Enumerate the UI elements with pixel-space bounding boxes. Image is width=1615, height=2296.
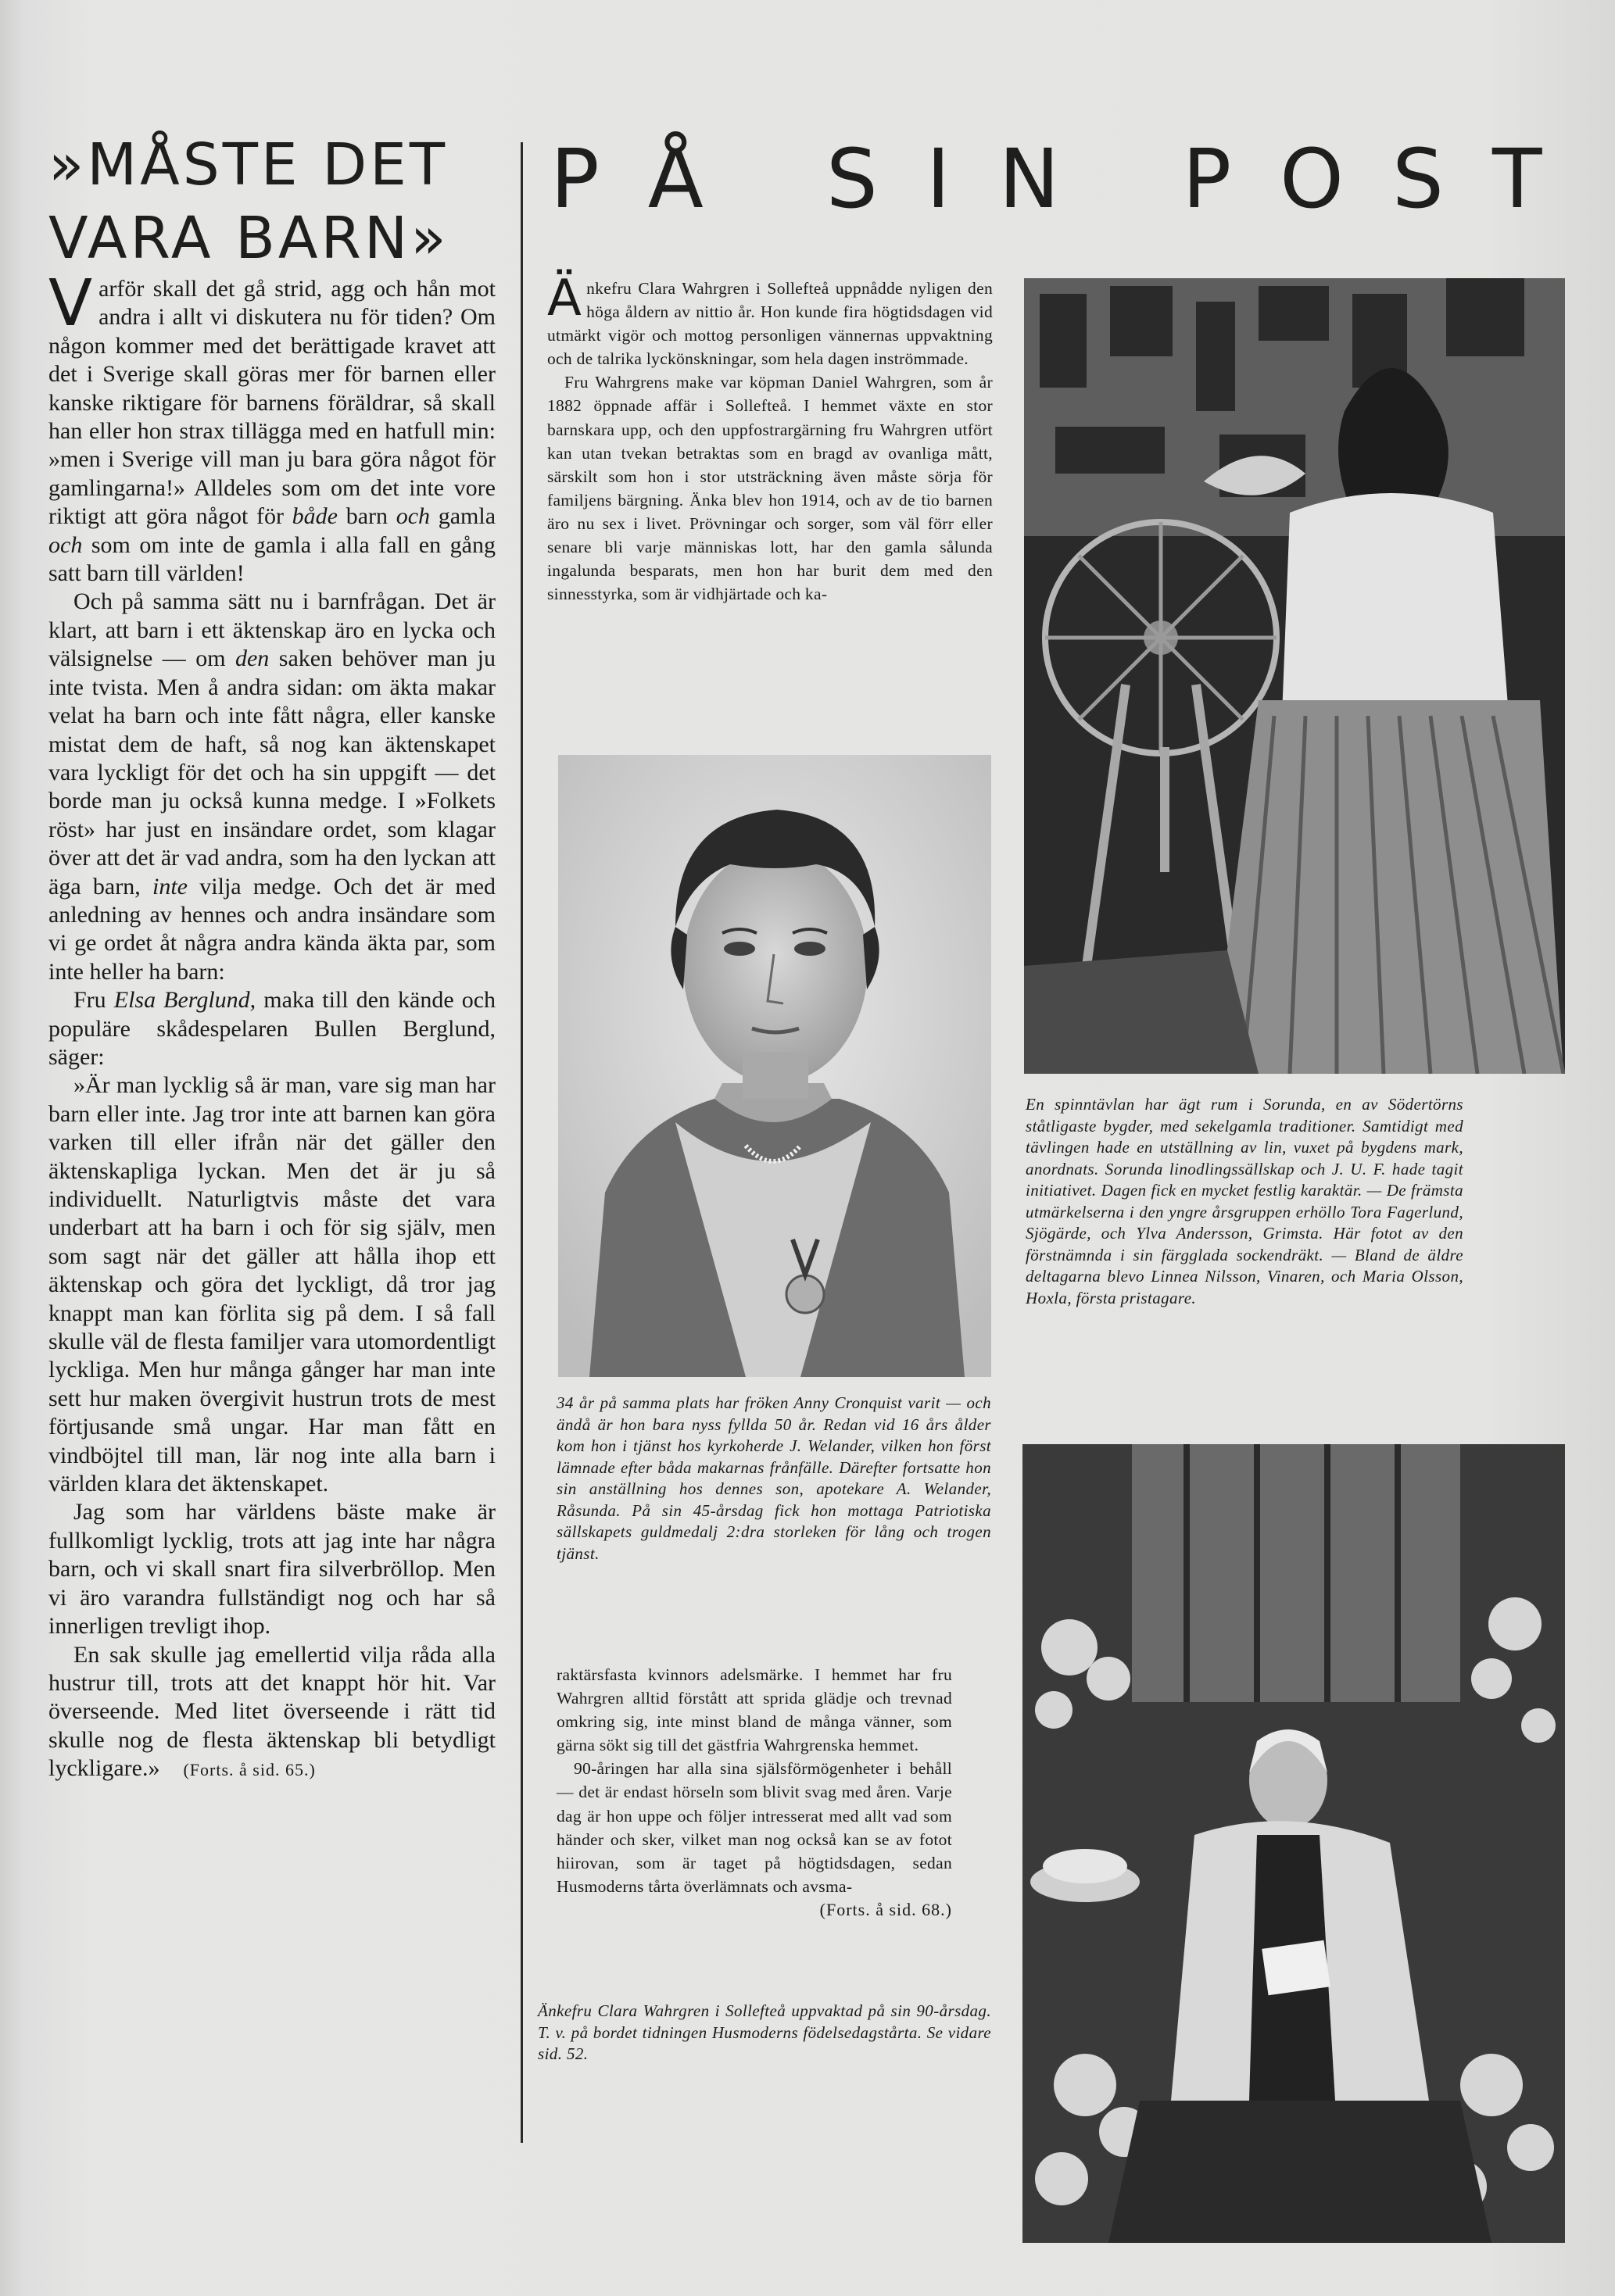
mid-article-paragraph-2: Fru Wahrgrens make var köpman Daniel Wahrgren, som år 1882 öppnade affär i Sollefteå. I hemmet växte en stor barnskara upp, och den uppfostrargärning fru Wahrgren utfört kan utan tvekan betraktas som en bragd av ovanliga mått, särskilt som hon i stor utsträckning även måste sörja för familjens bärgning. Änka blev hon 1914, och av de tio barnen äro nu sex i livet. Prövningar och sorger, som väl förr eller senare bli varje människas lott, har den gamla sålunda ingalunda besparats, men hon har burit dem med den sinnesstyrka, som är vidhjärtade och ka- xyxy=(547,373,993,604)
continued-note-mid: (Forts. å sid. 68.) xyxy=(819,1899,952,1919)
continued-note-left: (Forts. å sid. 65.) xyxy=(183,1760,316,1780)
left-article-paragraph-1: Varför skall det gå strid, agg och hån mot andra i allt vi diskutera nu för tiden? Om någon kommer med det berättigade kravet att det i Sverige skall göras mer för barnen eller kanske riktigare för barnens föräldrar, så skall han eller hon strax tillägga med en hatfull min: »men i Sverige vill man ju bara göra något för gamlingarna!» Alldeles som om det inte vore riktigt att göra något för både barn och gamla och som om inte de gamla i alla fall en gång satt barn till världen! xyxy=(48,266,496,587)
left-article-paragraph-4: »Är man lycklig så är man, vare sig man har barn eller inte. Jag tror inte att barnen kan göra varken till eller ifrån när det gäller den äktenskapliga lyckan. Men det är ju så individuellt. Naturligtvis måste det vara underbart att ha barn i och för sig själv, men som sagt när det gäller att hålla ihop ett äktenskap och göra det lyckligt, då tror jag knappt man kan förlita sig på dem. I så fall skulle väl de flesta familjer vara utomordentligt lyckliga. Men hur många gånger har man inte sett hur maken övergivit hustrun trots de mest förtjusande små ungar. Har man fått en vindböjtel till man, lär nog inte alla barn i världen klara det äktenskapet. xyxy=(48,1072,496,1497)
mid-article-paragraph-3: raktärsfasta kvinnors adelsmärke. I hemmet har fru Wahrgren alltid förstått att sprida glädje och trevnad omkring sig, inte minst bland de många vänner, som gärna sökt sig till det gästfria Wahrgrenska hemmet. xyxy=(557,1665,952,1755)
spinning-wheel-photo xyxy=(1024,278,1565,1074)
right-headline: PÅ SIN POST xyxy=(550,131,1591,227)
dropcap-v: V xyxy=(48,266,93,341)
portrait-photo xyxy=(558,755,991,1377)
dropcap-a: Ä xyxy=(547,270,582,327)
mid-article-paragraph-4: 90-åringen har alla sina själsförmögenheter i behåll — det är endast hörseln som blivit svag med åren. Varje dag är hon uppe och följer intresserat med allt vad som händer och sker, vilket man nog också kan se av fotot hiirovan, som är taget på högtidsdagen, sedan Husmoderns tårta överlämnats och avsma- xyxy=(557,1759,952,1896)
left-article-paragraph-5: Jag som har världens bäste make är fullkomligt lycklig, trots att jag inte har några barn, och vi skall snart fira silverbröllop. Men vi äro varandra fullständigt nog och har så innerligen trevligt ihop. xyxy=(48,1499,496,1640)
left-article-paragraph-3: Fru Elsa Berglund, maka till den kände och populäre skådespelaren Bullen Berglund, säger: xyxy=(48,987,496,1070)
left-headline-line2: VARA BARN» xyxy=(48,205,449,272)
left-headline-line1: »MÅSTE DET xyxy=(48,131,449,198)
left-article-paragraph-2: Och på samma sätt nu i barnfrågan. Det är klart, att barn i ett äktenskap äro en lycka och välsignelse — om den saken behöver man ju inte tvista. Men å andra sidan: om äkta makar velat ha barn och inte fått några, eller kanske mistat dem de haft, så nog kan äktenskapet vara lyckligt för det och ha sin uppgift — det borde man ju också kunna medge. I »Folkets röst» har just en insändare ordet, som klagar över att det är vad andra, som ha den lyckan att äga barn, inte vilja medge. Och det är med anledning av hennes och andra insändare som vi ge ordet åt några andra kända äkta par, som inte heller ha barn: xyxy=(48,588,496,985)
left-article-paragraph-6: En sak skulle jag emellertid vilja råda alla hustrur till, trots att det knappt hör hit. Var överseende. Med litet överseende i rätt tid skulle nog de flesta äktenskap bli betydligt lyckligare.» (Forts. å sid. 65.) xyxy=(48,1641,496,1782)
elderly-caption: Änkefru Clara Wahrgren i Sollefteå uppvaktad på sin 90-årsdag. T. v. på bordet tidningen Husmoderns födelsedagstårta. Se vidare sid. 52. xyxy=(538,2001,991,2063)
left-article xyxy=(48,266,496,1785)
spinning-caption: En spinntävlan har ägt rum i Sorunda, en av Södertörns ståtligaste bygder, med sekelgamla traditioner. Samtidigt med tävlingen hade en utställning av lin, vuxet på bygdens mark, anordnats. Sorunda linodlingssällskap och J. U. F. hade tagit initiativet. Dagen fick en mycket festlig karaktär. — De främsta utmärkelserna i den yngre årsgruppen erhöllo Tora Fagerlund, Sjögärde, och Ylva Andersson, Grimsta. Här fotot av den förstnämnda i sin färgglada sockendräkt. — Bland de äldre deltagarna blevo Linnea Nilsson, Vinaren, och Maria Olsson, Hoxla, första pristagare. xyxy=(1026,1095,1463,1307)
mid-article-paragraph-1: Änkefru Clara Wahrgren i Sollefteå uppnådde nyligen den höga åldern av nittio år. Hon kunde fira högtidsdagen vid utmärkt vigör och mottog personligen vännernas uppvaktning och de talrika lyckönskningar, som hela dagen inströmmade. xyxy=(547,270,993,369)
mid-article-top xyxy=(547,270,993,606)
mid-article-bottom xyxy=(557,1663,952,1922)
portrait-caption: 34 år på samma plats har fröken Anny Cronquist varit — och ändå är hon bara nyss fyllda 50 år. Redan vid 16 års ålder kom hon i tjänst hos kyrkoherde J. Welander, vilken hon först lämnade efter båda makarnas frånfälle. Därefter fortsatte hon sin anställning hos dennes son, apotekare A. Welander, Råsunda. På sin 45-årsdag fick hon mottaga Patriotiska sällskapets guldmedalj 2:dra storleken för lång och trogen tjänst. xyxy=(557,1393,991,1563)
column-divider xyxy=(521,142,523,2143)
birthday-photo xyxy=(1022,1444,1565,2243)
